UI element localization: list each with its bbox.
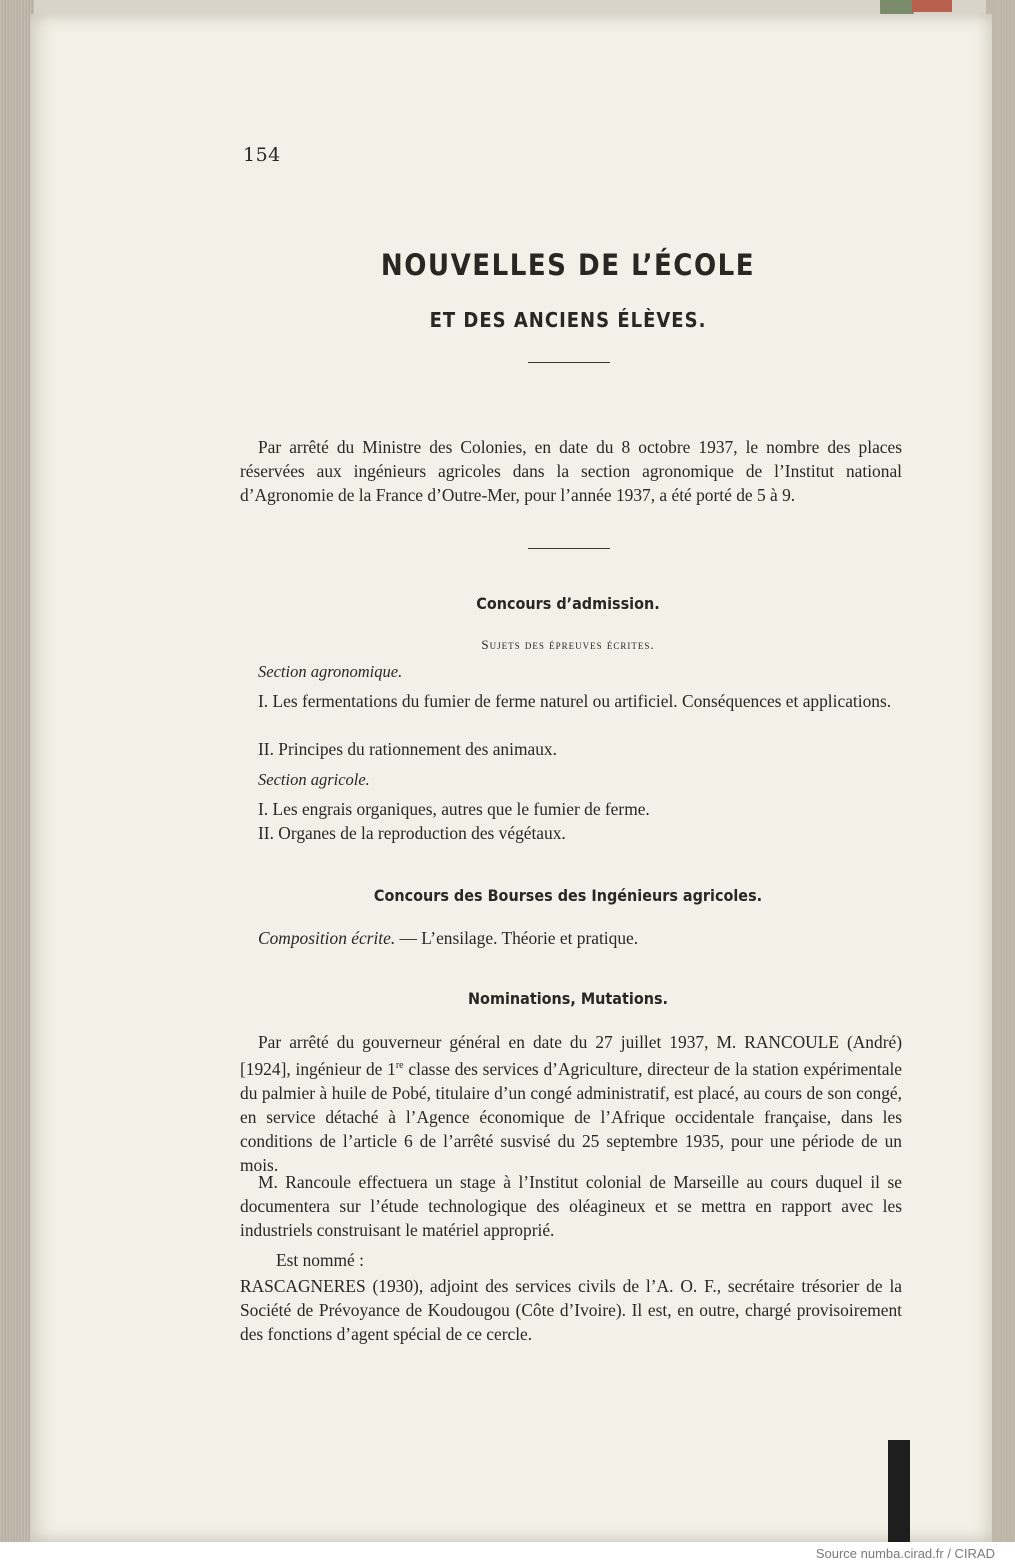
divider-rule [528, 548, 610, 549]
admission-heading: Concours d’admission. [476, 594, 660, 613]
bourses-text: — L’ensilage. Théorie et pratique. [395, 928, 639, 948]
nomination-paragraph-1 [240, 1030, 902, 1177]
page-number: 154 [243, 144, 281, 166]
bourses-label: Composition écrite. [258, 928, 396, 948]
nomination-p1-part-a: Par arrêté du gouverneur général en date du 27 juillet 1937, M. RANCOULE (André) [1924], ingénieur de 1 [240, 1032, 902, 1079]
page-title: NOUVELLES DE L’ÉCOLE [380, 248, 756, 282]
book-page-edges-left [0, 0, 34, 1542]
source-credit: Source numba.cirad.fr / CIRAD [815, 1546, 995, 1561]
page-subtitle: ET DES ANCIENS ÉLÈVES. [429, 308, 707, 332]
nomination-p1-part-b: classe des services d’Agriculture, directeur de la station expérimentale du palmier à huile de Pobé, titulaire d’un congé administratif, est placé, au cours de son congé, en service détaché à l’Agence économique de l’Afrique occidentale française, dans les conditions de l’article 6 de l’arrêté susvisé du 25 septembre 1935, pour une période de un mois. [240, 1058, 902, 1175]
bookmark-ribbon-black [888, 1440, 910, 1542]
section-agricole-label: Section agricole. [258, 770, 370, 789]
agri-item-2: II. Organes de la reproduction des végétaux. [258, 823, 566, 843]
intro-paragraph: Par arrêté du Ministre des Colonies, en date du 8 octobre 1937, le nombre des places réservées aux ingénieurs agricoles dans la section agronomique de l’Institut national d’Agronomie de la France d’Outre-Mer, pour l’année 1937, a été porté de 5 à 9. [240, 437, 902, 505]
nomination-paragraph-2: M. Rancoule effectuera un stage à l’Institut colonial de Marseille au cours duquel il se documentera sur l’étude technologique des oléagineux et se mettra en rapport avec les industriels construisant le matériel approprié. [240, 1172, 902, 1240]
agro-item-2: II. Principes du rationnement des animaux. [258, 739, 557, 759]
admission-subheading: Sujets des épreuves écrites. [481, 637, 655, 652]
nomination-paragraph-3: RASCAGNERES (1930), adjoint des services civils de l’A. O. F., secrétaire trésorier de la Société de Prévoyance de Koudougou (Côte d’Ivoire). Il est, en outre, chargé provisoirement des fonctions d’agent spécial de ce cercle. [240, 1276, 902, 1344]
agro-item-1: I. Les fermentations du fumier de ferme naturel ou artificiel. Conséquences et applications. [258, 691, 892, 711]
bookmark-ribbon-red [912, 0, 952, 12]
bourses-heading: Concours des Bourses des Ingénieurs agricoles. [373, 886, 763, 905]
agri-item-1: I. Les engrais organiques, autres que le fumier de ferme. [258, 799, 650, 819]
nomination-p1-superscript: re [395, 1060, 404, 1071]
est-nomme-line: Est nommé : [276, 1250, 364, 1270]
divider-rule [528, 362, 610, 363]
section-agronomique-label: Section agronomique. [258, 662, 403, 681]
nominations-heading: Nominations, Mutations. [468, 989, 668, 1008]
bourses-line [258, 928, 638, 949]
